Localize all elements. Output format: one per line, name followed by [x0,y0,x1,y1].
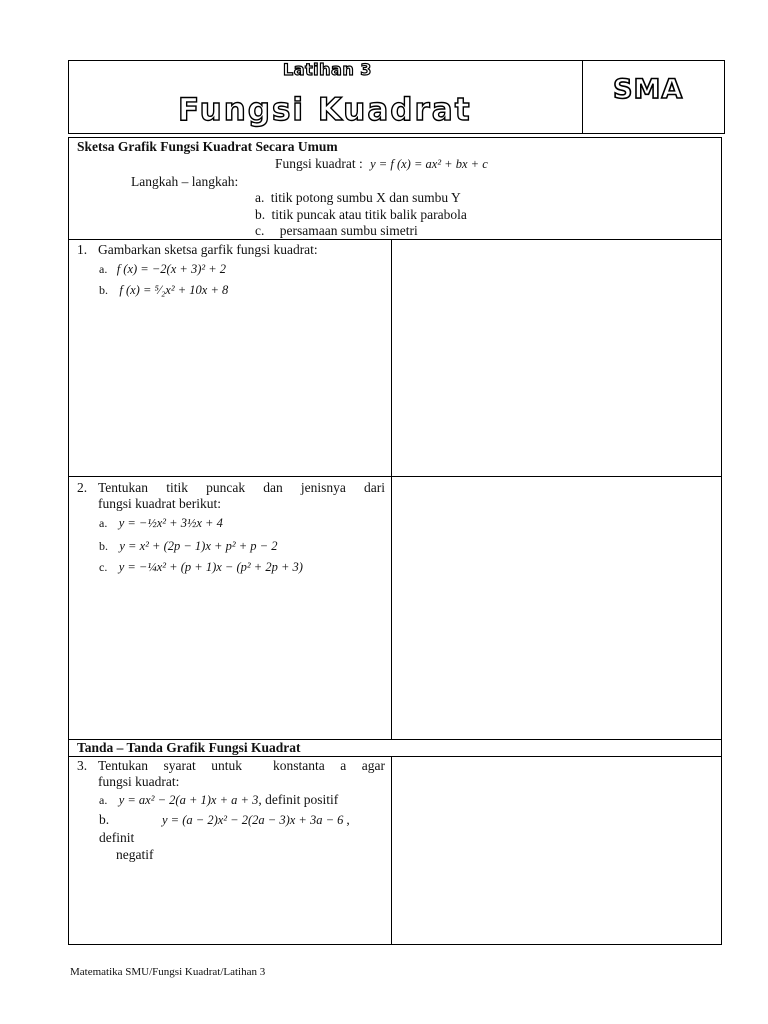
q3-line2: fungsi kuadrat: [98,774,180,789]
q2-item-c [99,559,303,575]
q3-item-b-marker: b. [99,812,110,827]
q3-item-a [99,792,338,808]
formula: y = f (x) = ax² + bx + c [370,157,488,171]
math-expression: f (x) = ⁵⁄₂x² + 10x + 8 [119,283,229,297]
step-text: persamaan sumbu simetri [279,223,418,238]
q2-line1: Tentukan titik puncak dan jenisnya dari [98,480,385,495]
column-divider [391,756,392,945]
exercise-label: Latihan 3 [283,60,372,79]
step-marker: a. [255,190,265,205]
item-suffix: , definit positif [258,792,339,807]
q3-line1: Tentukan syarat untuk konstanta a agar [98,758,385,773]
math-expression: y = −½x² + 3½x + 4 [118,516,223,530]
formula-label: Fungsi kuadrat : [275,156,363,171]
q1-number: 1. [77,242,88,257]
step-item [255,207,467,223]
rule [68,756,722,757]
step-item [255,223,418,239]
step-marker: b. [255,207,266,222]
section-heading: Sketsa Grafik Fungsi Kuadrat Secara Umum [77,139,338,154]
q2-line2: fungsi kuadrat berikut: [98,496,221,511]
formula-row [275,156,488,172]
rule [68,476,722,477]
q2-number: 2. [77,480,88,495]
math-expression: y = −¼x² + (p + 1)x − (p² + 2p + 3) [118,560,303,574]
q2-item-b [99,538,277,554]
item-marker: c. [99,560,108,574]
section-heading: Tanda – Tanda Grafik Fungsi Kuadrat [77,740,301,755]
q3-b-line3: negatif [116,847,154,862]
math-expression: y = ax² − 2(a + 1)x + a + 3 [118,793,259,807]
steps-label: Langkah – langkah: [131,174,239,189]
item-marker: b. [99,539,108,553]
math-expression: y = x² + (2p − 1)x + p² + p − 2 [119,539,278,553]
q2-item-a [99,515,223,531]
step-marker: c. [255,223,265,238]
q1-item-b [99,282,228,298]
step-text: titik potong sumbu X dan sumbu Y [270,190,461,205]
item-marker: a. [99,262,108,276]
q3-number: 3. [77,758,88,773]
item-marker: a. [99,793,108,807]
page-footer: Matematika SMU/Fungsi Kuadrat/Latihan 3 [70,966,266,978]
math-expression: f (x) = −2(x + 3)² + 2 [116,262,227,276]
header-divider [582,60,583,134]
level-label: SMA [613,74,684,105]
q3-b-line2: definit [99,830,135,845]
column-divider [391,239,392,739]
item-marker: a. [99,516,108,530]
step-item [255,190,461,206]
item-suffix: , [346,812,350,827]
step-text: titik puncak atau titik balik parabola [271,207,467,222]
rule [68,239,722,240]
page-title: Fungsi Kuadrat [178,92,472,128]
q3-item-b [162,812,350,828]
q1-text: Gambarkan sketsa garfik fungsi kuadrat: [98,242,318,257]
q1-item-a [99,261,226,277]
math-expression: y = (a − 2)x² − 2(2a − 3)x + 3a − 6 [162,813,344,827]
item-marker: b. [99,283,108,297]
